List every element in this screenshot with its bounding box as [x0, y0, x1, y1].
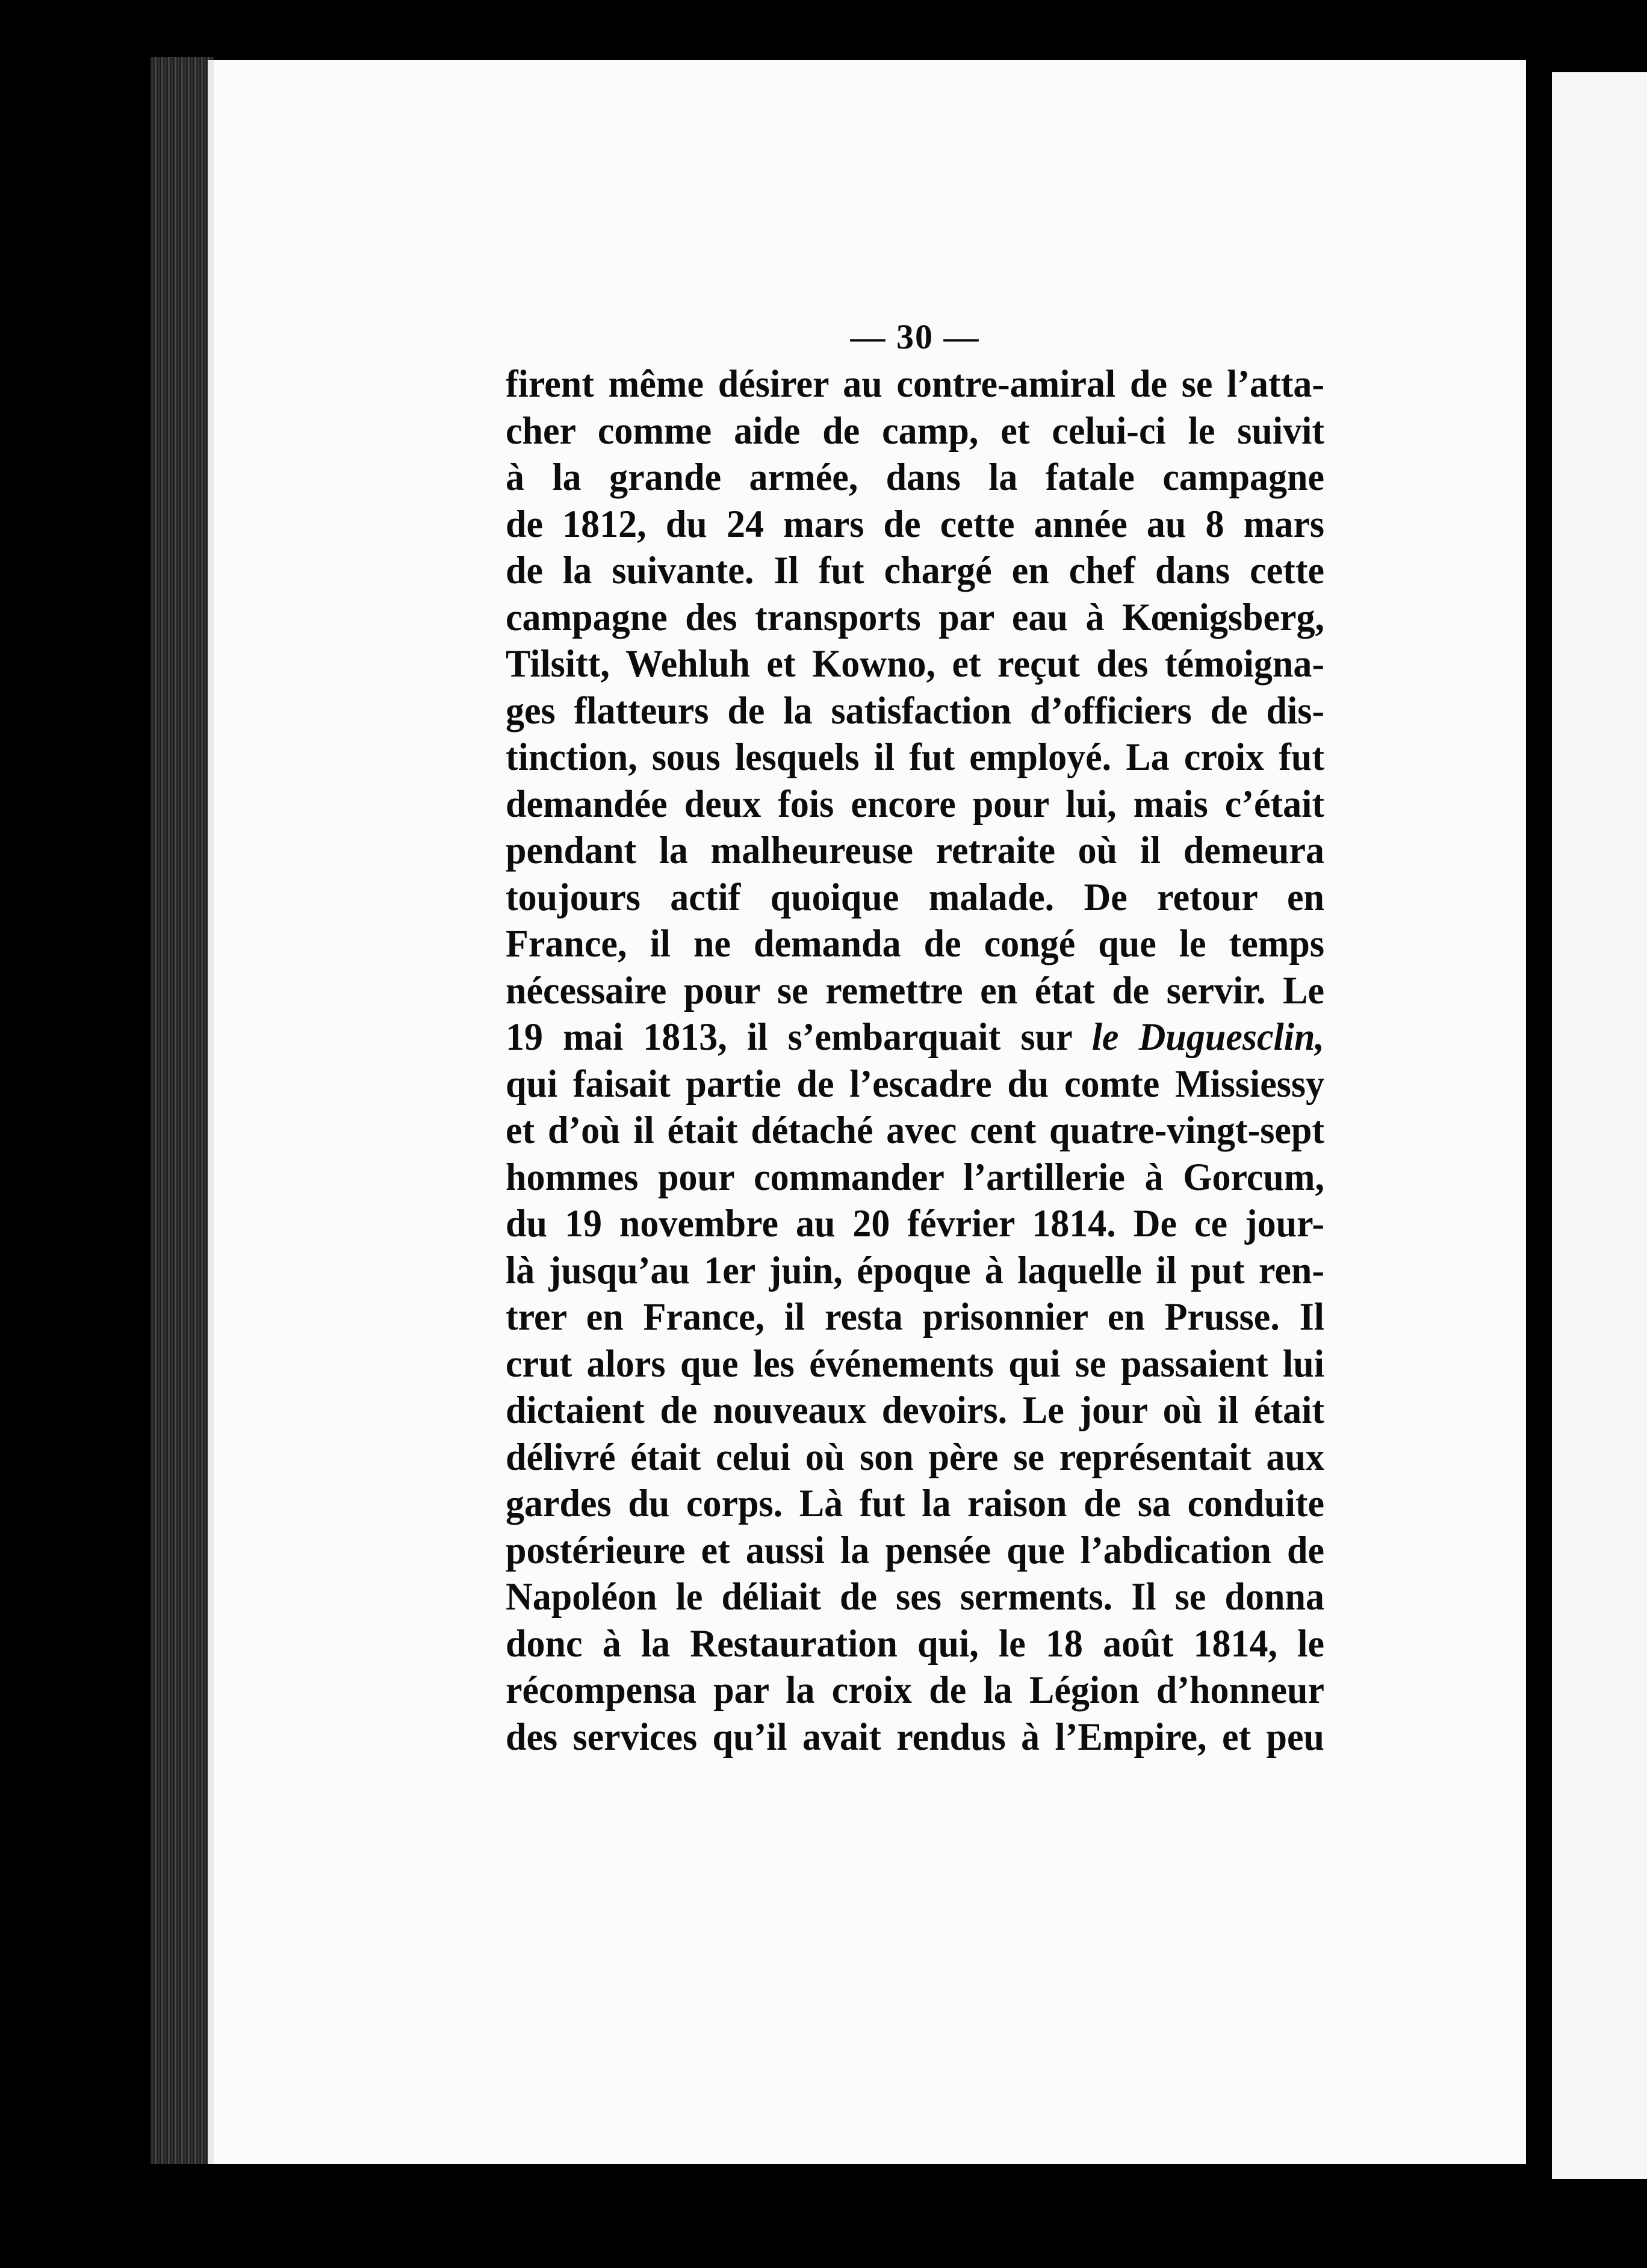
- text-line: trer en France, il resta prisonnier en Prusse. Il: [506, 1295, 1324, 1339]
- text-line: des services qu’il avait rendus à l’Empire, et peu: [506, 1715, 1324, 1759]
- text-line: ges flatteurs de la satisfaction d’officiers de dis-: [506, 689, 1324, 733]
- page-number: — 30 —: [850, 317, 980, 356]
- text-segment: 19 mai 1813, il s’embarquait sur: [506, 1015, 1072, 1059]
- text-line: Tilsitt, Wehluh et Kowno, et reçut des témoigna-: [506, 642, 1324, 686]
- text-line: pendant la malheureuse retraite où il demeura: [506, 829, 1324, 872]
- text-line: récompensa par la croix de la Légion d’honneur: [506, 1668, 1324, 1712]
- text-line-with-ship: [506, 1013, 1324, 1062]
- text-line: Napoléon le déliait de ses serments. Il se donna: [506, 1575, 1324, 1619]
- text-line: et d’où il était détaché avec cent quatre-vingt-sept: [506, 1109, 1324, 1152]
- text-line: du 19 novembre au 20 février 1814. De ce jour-: [506, 1202, 1324, 1245]
- text-line: crut alors que les événements qui se passaient lui: [506, 1342, 1324, 1386]
- text-line: cher comme aide de camp, et celui-ci le suivit: [506, 409, 1324, 453]
- text-line: qui faisait partie de l’escadre du comte Missiessy: [506, 1062, 1324, 1106]
- text-line: nécessaire pour se remettre en état de servir. Le: [506, 968, 1324, 1012]
- ship-name: le Duguesclin,: [1091, 1015, 1324, 1059]
- book-binding: [150, 57, 214, 2176]
- text-line: firent même désirer au contre-amiral de se l’atta-: [506, 362, 1324, 406]
- text-line: dictaient de nouveaux devoirs. Le jour où il était: [506, 1389, 1324, 1432]
- text-line: postérieure et aussi la pensée que l’abdication de: [506, 1528, 1324, 1572]
- text-line: de la suivante. Il fut chargé en chef dans cette: [506, 549, 1324, 592]
- text-line: tinction, sous lesquels il fut employé. La croix fut: [506, 736, 1324, 779]
- text-line: à la grande armée, dans la fatale campagne: [506, 456, 1324, 499]
- text-line: hommes pour commander l’artillerie à Gorcum,: [506, 1155, 1324, 1199]
- bottom-border: [150, 2164, 1535, 2268]
- text-line: toujours actif quoique malade. De retour en: [506, 875, 1324, 919]
- text-line: donc à la Restauration qui, le 18 août 1814, le: [506, 1622, 1324, 1665]
- text-line: de 1812, du 24 mars de cette année au 8 mars: [506, 502, 1324, 546]
- text-line: délivré était celui où son père se représentait aux: [506, 1435, 1324, 1479]
- text-line: demandée deux fois encore pour lui, mais c’était: [506, 782, 1324, 826]
- page-text: [506, 313, 1324, 1761]
- text-line: là jusqu’au 1er juin, époque à laquelle il put ren-: [506, 1248, 1324, 1292]
- adjacent-page: [1552, 72, 1647, 2179]
- text-line: campagne des transports par eau à Kœnigsberg,: [506, 595, 1324, 639]
- text-line: France, il ne demanda de congé que le temps: [506, 922, 1324, 965]
- text-line: gardes du corps. Là fut la raison de sa conduite: [506, 1482, 1324, 1525]
